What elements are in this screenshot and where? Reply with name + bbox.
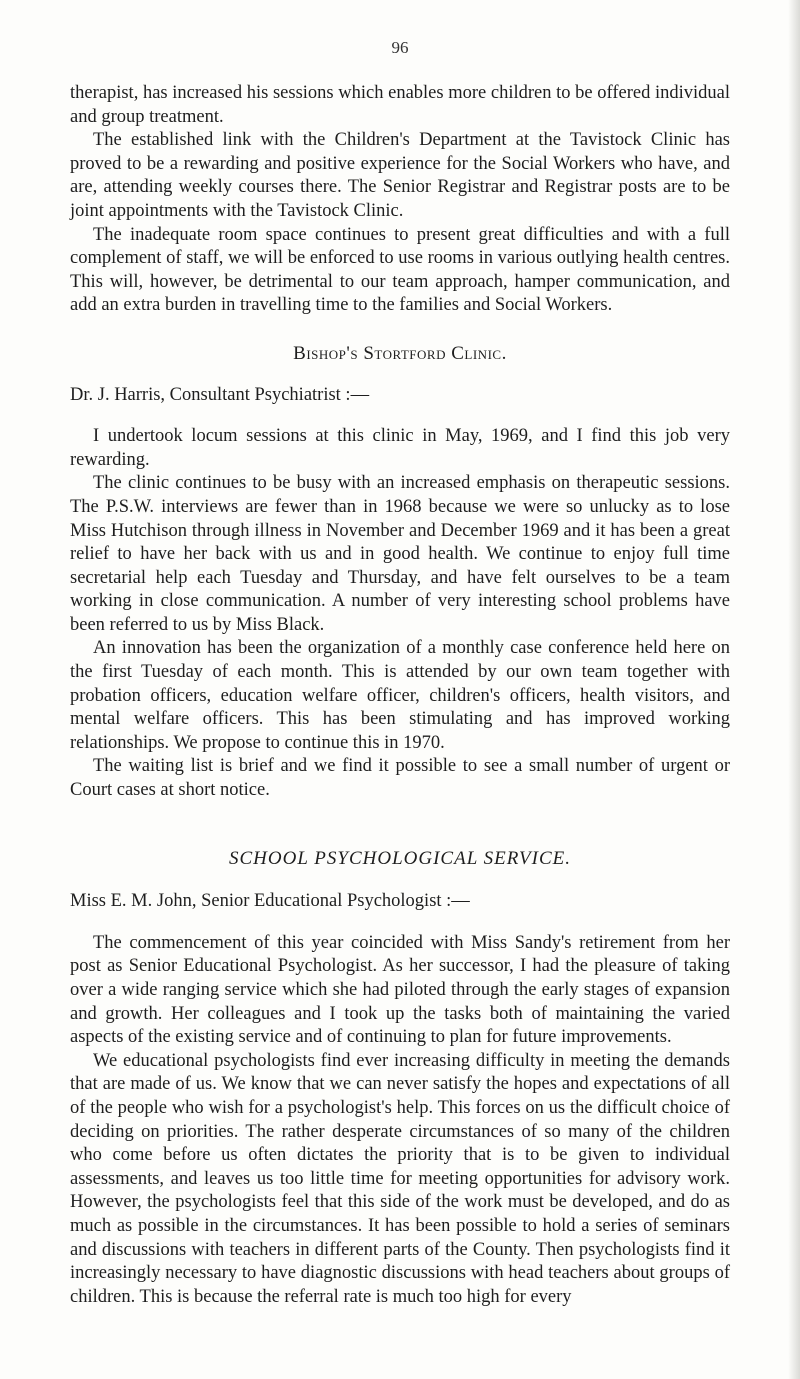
paragraph: The clinic continues to be busy with an increased emphasis on therapeutic sessions. The P.S.W. interviews are fewer than in 1968 because we were so unlucky as to lose Miss Hutchison through illness in November and December 1969 and it has been a great relief to have her back with us and in good health. We continue to enjoy full time secretarial help each Tuesday and Thursday, and have felt ourselves to be a team working in close communication. A number of very interesting school problems have been referred to us by Miss Black. <box>70 473 730 635</box>
paragraph: An innovation has been the organization of a monthly case conference held here on the first Tuesday of each month. This is attended by our own team together with probation officers, education welfare officer, children's officers, health visitors, and mental welfare officers. This has been stimulating and has improved working relationships. We propose to continue this in 1970. <box>70 638 730 753</box>
page-body <box>70 82 730 1309</box>
byline: Dr. J. Harris, Consultant Psychiatrist :— <box>70 384 370 405</box>
paragraph: The waiting list is brief and we find it possible to see a small number of urgent or Court cases at short notice. <box>70 756 730 801</box>
paragraph: The commencement of this year coincided with Miss Sandy's retirement from her post as Senior Educational Psychologist. As her successor, I had the pleasure of taking over a wide ranging service which she had piloted through the early stages of expansion and growth. Her colleagues and I took up the tasks both of maintaining the varied aspects of the existing service and of continuing to plan for future improvements. <box>70 932 730 1048</box>
paragraph: We educational psychologists find ever increasing difficulty in meeting the demands that are made of us. We know that we can never satisfy the hopes and expectations of all of the people who wish for a psychologist's help. This forces on us the difficult choice of deciding on priorities. The rather desperate circumstances of so many of the children who come before us often dictates the priority that is to be given to individual assessments, and leaves us too little time for meeting opportunities for advisory work. However, the psychologists feel that this side of the work must be developed, and do as much as possible in the circumstances. It has been possible to hold a series of seminars and discussions with teachers in different parts of the County. Then psychologists find it increasingly necessary to have diagnostic discussions with head teachers about groups of children. This is because the referral rate is much too high for every <box>70 1050 730 1307</box>
section-heading: Bishop's Stortford Clinic. <box>293 342 507 364</box>
page-number: 96 <box>391 38 409 57</box>
paragraph: I undertook locum sessions at this clinic in May, 1969, and I find this job very rewarding. <box>70 426 730 470</box>
paragraph: The inadequate room space continues to present great difficulties and with a full complement of staff, we will be enforced to use rooms in various outlying health centres. This will, however, be detrimental to our team approach, hamper communication, and add an extra burden in travelling time to the families and Social Workers. <box>70 224 730 316</box>
paragraph: The established link with the Children's Department at the Tavistock Clinic has proved to be a rewarding and positive experience for the Social Workers who have, and are, attending weekly courses there. The Senior Registrar and Registrar posts are to be joint appointments with the Tavistock Clinic. <box>70 130 730 221</box>
paragraph: therapist, has increased his sessions which enables more children to be offered individual and group treatment. <box>70 83 730 127</box>
section-heading: SCHOOL PSYCHOLOGICAL SERVICE. <box>228 847 572 869</box>
page-edge-shadow <box>788 0 800 1379</box>
byline: Miss E. M. John, Senior Educational Psychologist :— <box>70 891 470 912</box>
